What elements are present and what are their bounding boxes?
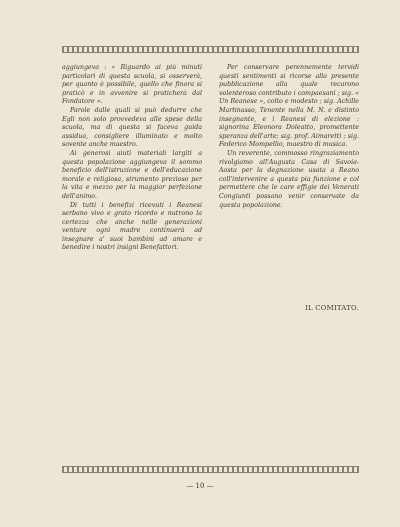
page-number: — 10 —	[186, 482, 214, 490]
right-text-column	[219, 64, 359, 210]
bottom-decorative-border	[62, 466, 359, 473]
top-decorative-border	[62, 46, 359, 53]
paragraph: Per conservare perennemente tervidi questi sentimenti si ricorse alla presente pubblicazione alla quale recarono volenteroso contributo i compaesani ; sig. « Un Reanese », colto e modesto ; sig. Achille Martinasso, Tenente nella M. N. e distinto insegnante, e i Reanesi di elezione : signorina Eleonora Doleatto, promettente speranza dell'arte; sig. prof. Aimaretti ; sig. Federico Mompellio, maestro di musica.	[219, 64, 359, 149]
signature: IL COMITATO.	[305, 304, 359, 312]
paragraph: Parole dalle quali si può dedurre che Egli non solo provvedeva alle spese della scuola, ma di questa si faceva guida assidua, consigliere illuminato e molto sovente anche maestro.	[62, 106, 202, 149]
paragraph: Ai generosi aiuti materiali largiti a questa popolazione aggiungeva il sommo beneficio dell'istruzione e dell'educazione morale e religiosa, strumento prezioso per la vita e mezzo per la maggior perfezione dell'animo.	[62, 149, 202, 200]
paragraph: Un reverente, commosso ringraziamento rivolgiamo all'Augusta Casa di Savoia-Aosta per la degnazione usata a Reano coll'intervenire a questa pia funzione e col permettere che le care effigie dei Venerati Congiunti possano venir conservate da questa popolazione.	[219, 149, 359, 209]
left-text-column	[62, 64, 202, 253]
paragraph: aggiungeva : « Riguardo ai più minuti particolari di questa scuola, si osserverà, per quanto è possibile, quello che finora si praticò e in avvenire si praticherà dal Fondatore ».	[62, 64, 202, 106]
paragraph: Di tutti i benefizi ricevuti i Reanesi serbano vivo e grato ricordo e nutrono la certezza che anche nelle generazioni venture ogni madre continuerà ad insegnare a' suoi bambini ad amare e benedire i nostri insigni Benefattori.	[62, 201, 202, 252]
